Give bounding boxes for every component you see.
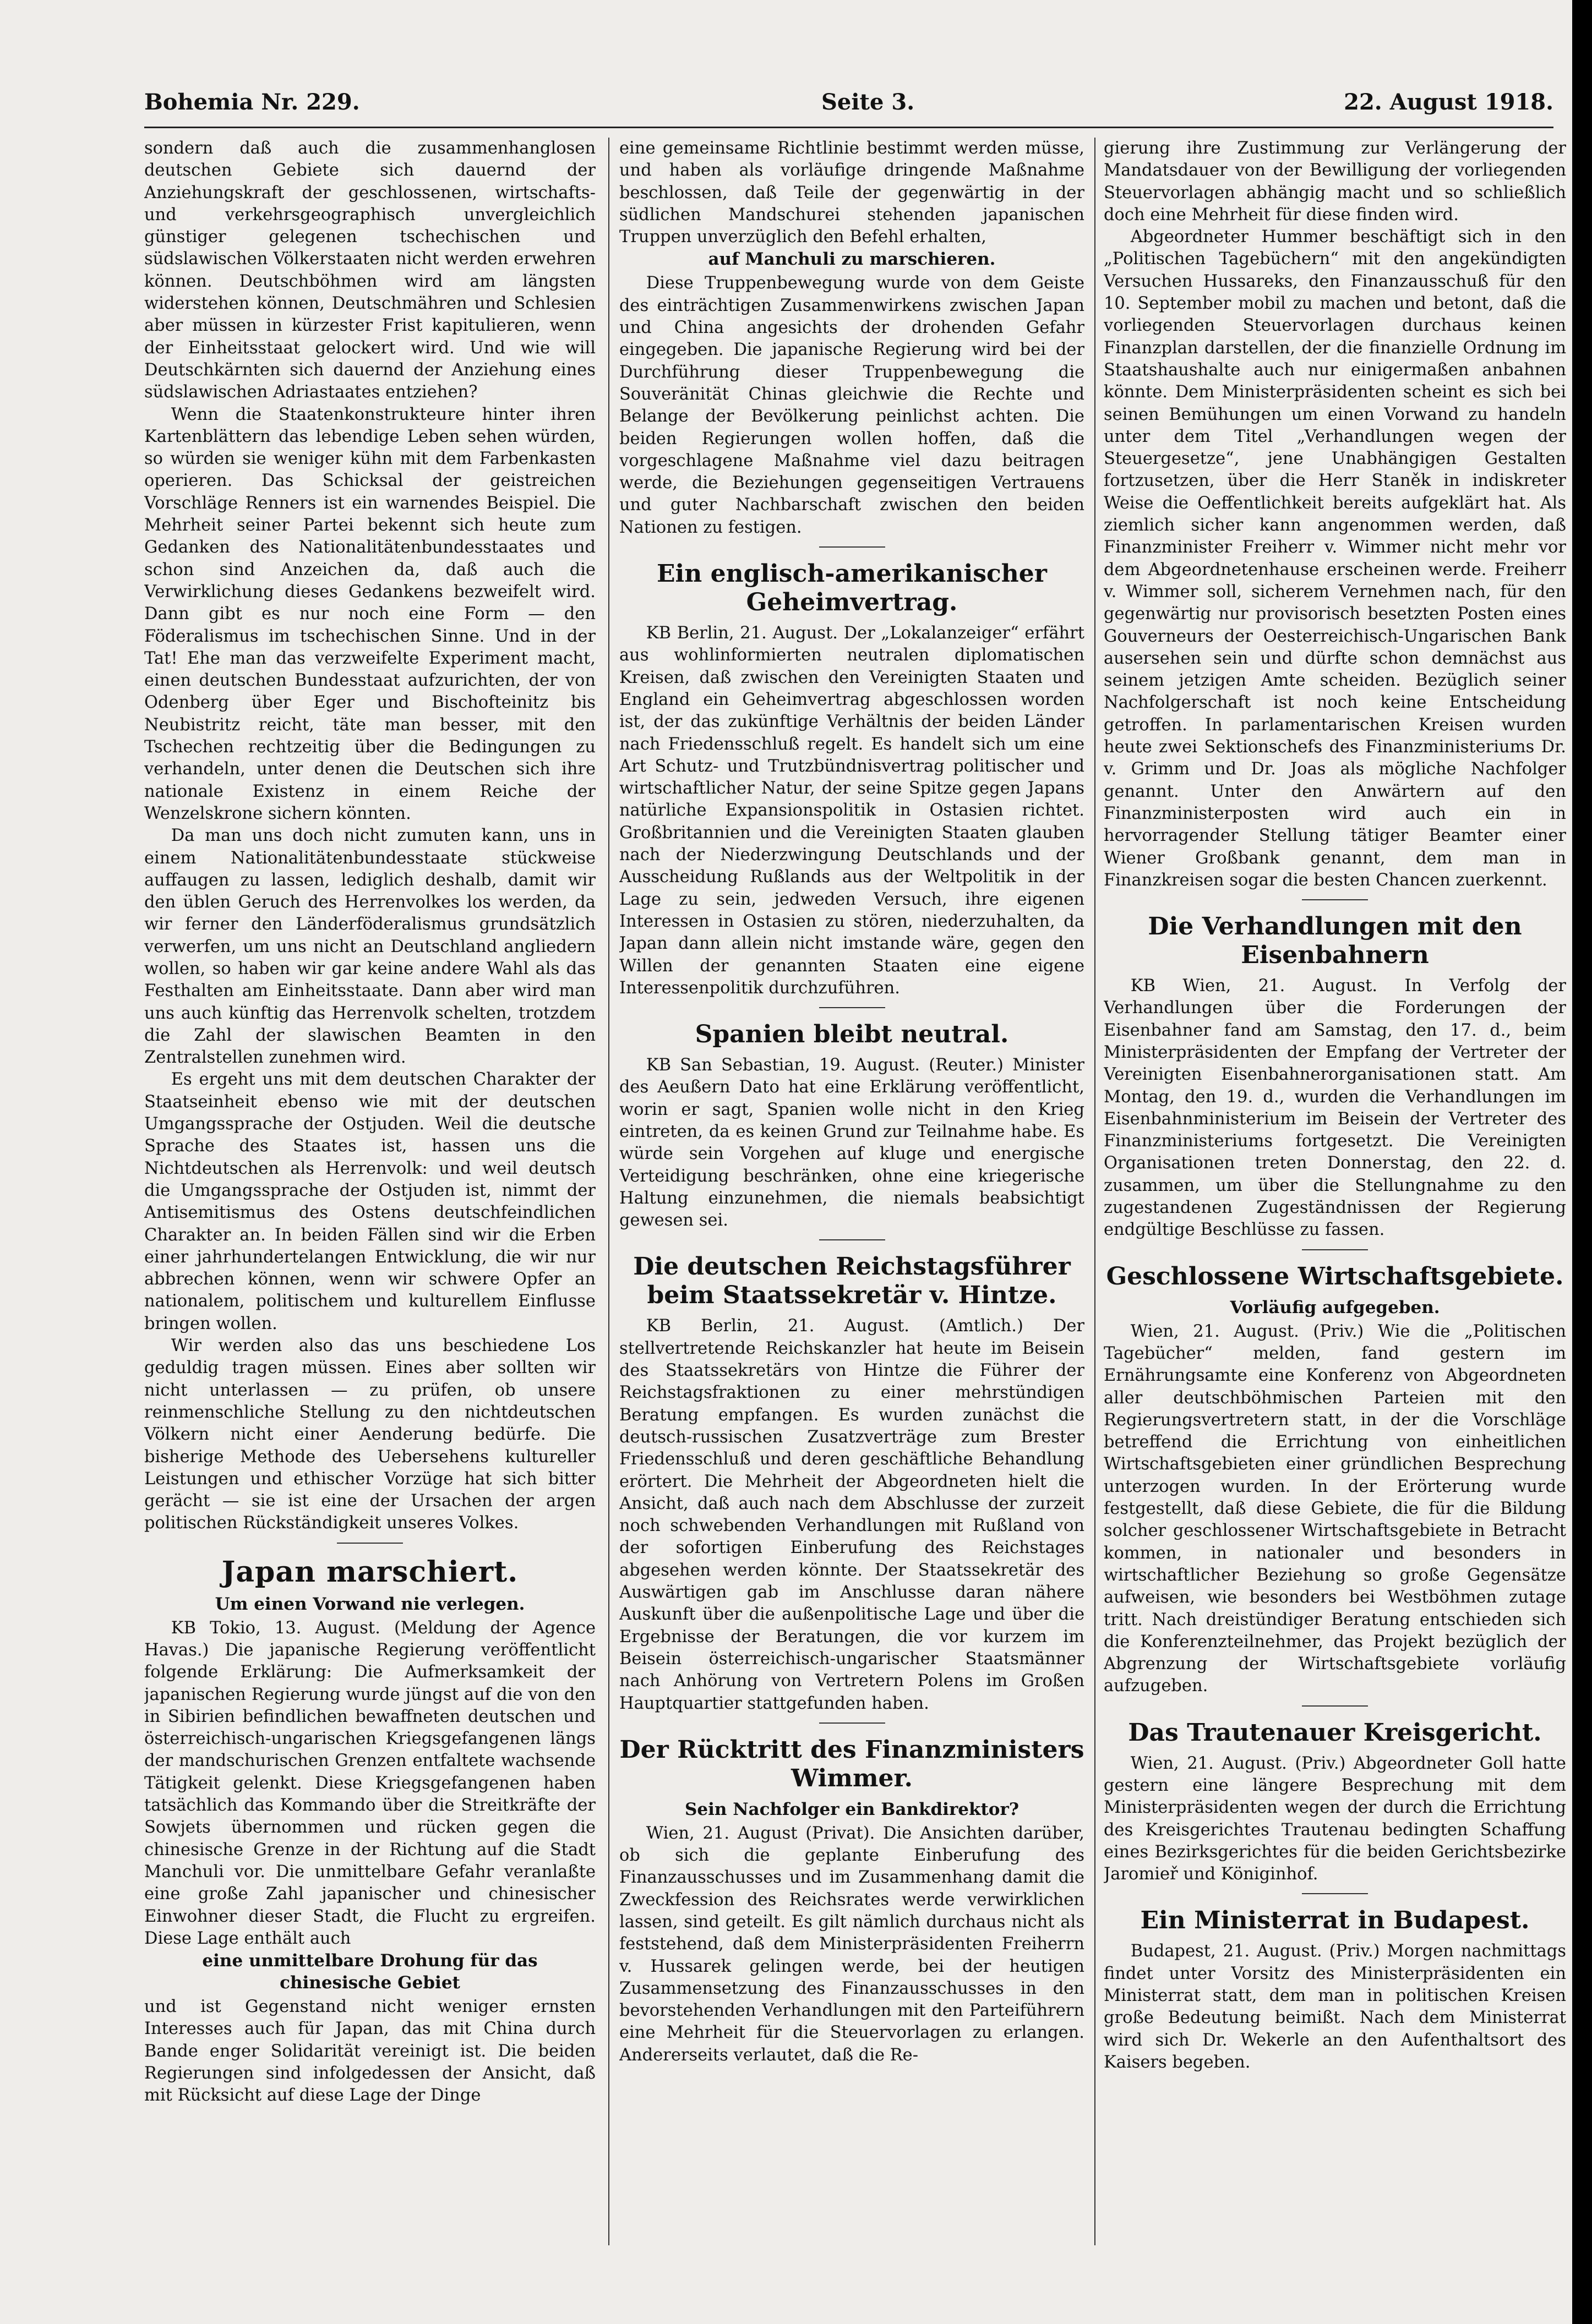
- headline-geheimvertrag: Ein englisch-amerikanischer Geheimvertrag.: [657, 560, 1047, 617]
- separator: [819, 1239, 885, 1240]
- separator: [1302, 1705, 1368, 1707]
- column-1: [144, 138, 596, 2245]
- separator: [819, 1007, 885, 1008]
- paragraph: Wien, 21. August. (Priv.) Abgeordneter Goll hatte gestern eine längere Besprechung mit dem Ministerpräsidenten wegen der durch die Errichtung des Kreisgerichtes Trautenau bedingten Schaffung eines Bezirksgerichtes für die beiden Gerichtsbezirke Jaromieř und Königinhof.: [1104, 1753, 1566, 1884]
- paragraph: Wien, 21. August. (Priv.) Wie die „Politischen Tagebücher“ melden, fand gestern im Ernährungsamte eine Konferenz von Abgeordneten aller deutschböhmischen Parteien mit den Regierungsvertretern statt, in der die Vorschläge betreffend die Errichtung von einheitlichen Wirtschaftsgebieten einer gründlichen Besprechung unterzogen wurden. In der Erörterung wurde festgestellt, daß diese Gebiete, die für die Bildung solcher geschlossener Wirtschaftsgebiete in Betracht kommen, in nationaler und besonders in wirtschaftlicher Beziehung so große Gegensätze aufweisen, wie besonders bei Westböhmen zutage tritt. Nach dreistündiger Beratung entschieden sich die Konferenzteilnehmer, das Projekt bezüglich der Abgrenzung der Wirtschaftsgebiete vorläufig aufzugeben.: [1104, 1321, 1566, 1696]
- paragraph: Abgeordneter Hummer beschäftigt sich in den „Politischen Tagebüchern“ mit den angekündigten Versuchen Hussareks, den Finanzausschuß für den 10. September mobil zu machen und betont, daß die vorliegenden Steuervorlagen durchaus keinen Finanzplan darstellen, der die finanzielle Ordnung im Staatshaushalte auch nur einigermaßen anbahnen könnte. Dem Ministerpräsidenten scheint es sich bei seinen Bemühungen um einen Vorwand zu handeln unter dem Titel „Verhandlungen wegen der Steuergesetze“, jene Unabhängigen Gestalten fortzusetzen, über die Herr Staněk in indiskreter Weise die Oeffentlichkeit bereits aufgeklärt hat. Als ziemlich sicher kann angenommen werden, daß Finanzminister Freiherr v. Wimmer nicht mehr vor dem Abgeordnetenhause erscheinen werde. Freiherr v. Wimmer soll, sicherem Vernehmen nach, für den gegenwärtig nur provisorisch besetzten Posten eines Gouverneurs der Oesterreichisch-Ungarischen Bank ausersehen sein und dürfte schon demnächst aus seinem jetzigen Amte scheiden. Bezüglich seiner Nachfolgerschaft ist noch keine Entscheidung getroffen. In parlamentarischen Kreisen wurden heute zwei Sektionschefs des Finanzministeriums Dr. v. Grimm und Dr. Joas als mögliche Nachfolger genannt. Unter den Anwärtern auf den Finanzministerposten wird auch ein in hervorragender Stellung tätiger Beamter einer Wiener Großbank genannt, dem man in Finanzkreisen sogar die besten Chancen zuerkennt.: [1104, 227, 1566, 890]
- headline-eisenbahner: Die Verhandlungen mit den Eisenbahnern: [1148, 912, 1522, 970]
- paragraph: Diese Truppenbewegung wurde von dem Geiste des einträchtigen Zusammenwirkens zwischen Japan und China angesichts der drohenden Gefahr eingegeben. Die japanische Regierung wird bei der Durchführung dieser Truppenbewegung die Souveränität Chinas gleichwie die Rechte und Belange der Bevölkerung peinlichst achten. Die beiden Regierungen wollen hoffen, daß die vorgeschlagene Maßnahme viel dazu beitragen werde, die Beziehungen gegenseitigen Vertrauens und guter Nachbarschaft zwischen den beiden Nationen zu festigen.: [619, 274, 1084, 537]
- issue-date: 22. August 1918.: [1344, 89, 1553, 115]
- subheadline-bankdirektor: Sein Nachfolger ein Bankdirektor?: [685, 1799, 1019, 1819]
- headline-spanien: Spanien bleibt neutral.: [695, 1020, 1009, 1049]
- headline-wirtschaftsgebiete: Geschlossene Wirtschaftsgebiete.: [1106, 1262, 1564, 1290]
- subheadline-manchuli: auf Manchuli zu marschieren.: [708, 249, 996, 270]
- paragraph: und ist Gegenstand nicht weniger ernsten Interesses auch für Japan, das mit China durch Bande enger Solidarität vereinigt ist. Die beiden Regierungen sind infolgedessen der Ansicht, daß mit Rücksicht auf diese Lage der Dinge: [144, 1997, 596, 2106]
- separator: [1302, 1893, 1368, 1894]
- headline-ruecktritt: Der Rücktritt des Finanzministers Wimmer.: [619, 1735, 1084, 1792]
- paragraph: Wir werden also das uns beschiedene Los geduldig tragen müssen. Eines aber sollten wir nicht unterlassen — zu prüfen, ob unsere reinmenschliche Stellung zu den nichtdeutschen Völkern nicht einer Aenderung bedürfe. Die bisherige Methode des Uebersehens kultureller Leistungen und ethischer Vorzüge hat sich bitter gerächt — sie ist eine der Ursachen der argen politischen Rückständigkeit unseres Volkes.: [144, 1336, 596, 1533]
- paragraph: eine gemeinsame Richtlinie bestimmt werden müsse, und haben als vorläufige dringende Maßnahme beschlossen, daß Teile der gegenwärtig in der südlichen Mandschurei stehenden japanischen Truppen unverzüglich den Befehl erhalten,: [619, 139, 1084, 247]
- paper-issue: Bohemia Nr. 229.: [144, 89, 360, 115]
- scan-edge: [1572, 0, 1592, 2324]
- subheadline-wirtschaftsgebiete: Vorläufig aufgegeben.: [1230, 1297, 1440, 1317]
- column-divider: [1094, 138, 1095, 2245]
- paragraph: KB San Sebastian, 19. August. (Reuter.) Minister des Aeußern Dato hat eine Erklärung veröffentlicht, worin er sagt, Spanien wolle nicht in den Krieg eintreten, da es keinen Grund zur Teilnahme habe. Es würde sein Vorgehen auf kluge und energische Verteidigung beschränken, ohne eine kriegerische Haltung einzunehmen, die niemals beabsichtigt gewesen sei.: [619, 1056, 1084, 1231]
- paragraph: Da man uns doch nicht zumuten kann, uns in einem Nationalitätenbundesstaate stückweise auffaugen zu lassen, lediglich deshalb, damit wir den üblen Geruch des Herrenvolkes los werden, da wir ferner den Länderföderalismus grundsätzlich verwerfen, um uns nicht an Deutschland angliedern wollen, so haben wir gar keine andere Wahl als das Festhalten am Einheitsstaate. Dann aber wird man uns auch künftig das Herrenvolk schelten, trotzdem die Zahl der slawischen Beamten in den Zentralstellen zunehmen wird.: [144, 826, 596, 1068]
- paragraph: KB Wien, 21. August. In Verfolg der Verhandlungen über die Forderungen der Eisenbahner fand am Samstag, den 17. d., beim Ministerpräsidenten der Empfang der Vertreter der Vereinigten Eisenbahnerorganisationen statt. Am Montag, den 19. d., wurden die Verhandlungen im Eisenbahnministerium im Beisein der Vertreter des Finanzministeriums fortgesetzt. Die Vereinigten Organisationen treten Donnerstag, den 22. d. zusammen, um über die Stellungnahme zu den zugestandenen Zugeständnissen der Regierung endgültige Beschlüsse zu fassen.: [1104, 976, 1566, 1240]
- subheadline-japan: Um einen Vorwand nie verlegen.: [215, 1594, 525, 1614]
- paragraph: Wien, 21. August (Privat). Die Ansichten darüber, ob sich die geplante Einberufung des Finanzausschusses und im Zusammenhang damit die Zweckfession des Reichsrates werde verwirklichen lassen, sind geteilt. Es gilt nämlich durchaus nicht als feststehend, daß dem Ministerpräsidenten Freiherrn v. Hussarek gelingen werde, bei der heutigen Zusammensetzung des Finanzausschusses in den bevorstehenden Verhandlungen mit den Parteiführern eine Mehrheit für die Steuervorlagen zu erlangen. Andererseits verlautet, daß die Re-: [619, 1823, 1084, 2065]
- page-number: Seite 3.: [821, 89, 915, 115]
- separator: [819, 546, 885, 548]
- column-2: [619, 138, 1084, 2245]
- paragraph: sondern daß auch die zusammenhanglosen deutschen Gebiete sich dauernd der Anziehungskraft der geschlossenen, wirtschafts- und verkehrsgeographisch unvergleichlich günstiger gelegenen tschechischen und südslawischen Völkerstaaten nicht werden erwehren können. Deutschböhmen wird am längsten widerstehen können, Deutschmähren und Schlesien aber müssen in kürzester Frist kapitulieren, wenn der Einheitsstaat gelockert wird. Und wie will Deutschkärnten sich dauernd der Anziehung eines südslawischen Adriastaates entziehen?: [144, 139, 596, 402]
- paragraph: Es ergeht uns mit dem deutschen Charakter der Staatseinheit ebenso wie mit der deutschen Umgangssprache der Ostjuden. Weil die deutsche Sprache des Staates ist, hassen uns die Nichtdeutschen als Herrenvolk: und weil deutsch die Umgangssprache der Ostjuden ist, nimmt der Antisemitismus des Ostens deutschfeindlichen Charakter an. In beiden Fällen sind wir die Erben einer jahrhundertelangen Entwicklung, die wir nur abbrechen können, wenn wir schwere Opfer an nationalem, politischem und kulturellem Einflusse bringen wollen.: [144, 1070, 596, 1333]
- paragraph: Budapest, 21. August. (Priv.) Morgen nachmittags findet unter Vorsitz des Ministerpräsidenten ein Ministerrat statt, dem man in politischen Kreisen große Bedeutung beimißt. Nach dem Ministerrat wird sich Dr. Wekerle an den Aufenthaltsort des Kaisers begeben.: [1104, 1942, 1566, 2072]
- subheadline-drohung: eine unmittelbare Drohung für das chinesische Gebiet: [202, 1951, 538, 1993]
- paragraph: KB Tokio, 13. August. (Meldung der Agence Havas.) Die japanische Regierung veröffentlicht folgende Erklärung: Die Aufmerksamkeit der japanischen Regierung wurde jüngst auf die von den in Sibirien befindlichen bewaffneten deutschen und österreichisch-ungarischen Kriegsgefangenen längs der mandschurischen Grenzen entfaltete wachsende Tätigkeit gelenkt. Diese Kriegsgefangenen haben tatsächlich das Kommando über die Streitkräfte der Sowjets übernommen und rücken gegen die chinesische Grenze in der Richtung auf die Stadt Manchuli vor. Die unmittelbare Gefahr veranlaßte eine große Zahl japanischer und chinesischer Einwohner dieser Stadt, die Flucht zu ergreifen. Diese Lage enthält auch: [144, 1618, 596, 1948]
- headline-reichstag: Die deutschen Reichstagsführer beim Staatssekretär v. Hintze.: [633, 1253, 1071, 1310]
- page-header: [144, 83, 1553, 128]
- column-3: [1104, 138, 1566, 2245]
- paragraph: KB Berlin, 21. August. (Amtlich.) Der stellvertretende Reichskanzler hat heute im Beisein des Staatssekretärs von Hintze die Führer der Reichstagsfraktionen zu einer mehrstündigen Beratung empfangen. Es wurden zunächst die deutsch-russischen Zusatzverträge zum Brester Friedensschluß und deren geschäftliche Behandlung erörtert. Die Mehrheit der Abgeordneten hielt die Ansicht, daß auch nach dem Abschlusse der zurzeit noch schwebenden Verhandlungen mit Rußland von der sofortigen Einberufung des Reichstages abgesehen werden könnte. Der Staatssekretär des Auswärtigen gab im Anschlusse daran nähere Auskunft über die außenpolitische Lage und über die Ergebnisse der Beratungen, die vor kurzem im Beisein österreichisch-ungarischer Staatsmänner nach Anhörung von Vertretern Polens im Großen Hauptquartier stattgefunden haben.: [619, 1316, 1084, 1713]
- headline-trautenau: Das Trautenauer Kreisgericht.: [1128, 1718, 1542, 1747]
- paragraph: KB Berlin, 21. August. Der „Lokalanzeiger“ erfährt aus wohlinformierten neutralen diplomatischen Kreisen, daß zwischen den Vereinigten Staaten und England ein Geheimvertrag abgeschlossen worden ist, der das zukünftige Verhältnis der beiden Länder nach Friedensschluß regelt. Es handelt sich um eine Art Schutz- und Trutzbündnisvertrag politischer und wirtschaftlicher Natur, der seine Spitze gegen Japans natürliche Expansionspolitik in Ostasien richtet. Großbritannien und die Vereinigten Staaten glauben nach der Niederzwingung Deutschlands und der Ausscheidung Rußlands aus der Weltpolitik in der Lage zu sein, jedweden Versuch, ihre eigenen Interessen in Ostasien zu stören, niederzuhalten, da Japan dann allein nicht imstande wäre, gegen den Willen der genannten Staaten eine eigene Interessenpolitik durchzuführen.: [619, 624, 1084, 998]
- paragraph: gierung ihre Zustimmung zur Verlängerung der Mandatsdauer von der Bewilligung der vorliegenden Steuervorlagen abhängig macht und so schließlich doch eine Mehrheit für diese finden wird.: [1104, 139, 1566, 225]
- paragraph: Wenn die Staatenkonstrukteure hinter ihren Kartenblättern das lebendige Leben sehen würden, so würden sie weniger kühn mit dem Farbenkasten operieren. Das Schicksal der geistreichen Vorschläge Renners ist ein warnendes Beispiel. Die Mehrheit seiner Partei bekennt sich heute zum Gedanken des Nationalitätenbundesstaates und schon sind Anzeichen da, daß auch die Verwirklichung dieses Gedankens bezweifelt wird. Dann gibt es nur noch eine Form — den Föderalismus im tschechischen Sinne. Und in der Tat! Ehe man das verzweifelte Experiment macht, einen deutschen Bundesstaat aufzurichten, der von Odenberg über Eger und Bischofteinitz bis Neubistritz reicht, täte man besser, mit den Tschechen rechtzeitig über die Bedingungen zu verhandeln, unter denen die Deutschen sich ihre nationale Existenz in einem Reiche der Wenzelskrone sichern könnten.: [144, 404, 596, 823]
- headline-ministerrat: Ein Ministerrat in Budapest.: [1140, 1906, 1530, 1935]
- separator: [337, 1543, 403, 1544]
- headline-japan: Japan marschiert.: [221, 1555, 519, 1589]
- separator: [1302, 1249, 1368, 1250]
- separator: [1302, 899, 1368, 900]
- column-divider: [608, 138, 609, 2245]
- separator: [819, 1723, 885, 1724]
